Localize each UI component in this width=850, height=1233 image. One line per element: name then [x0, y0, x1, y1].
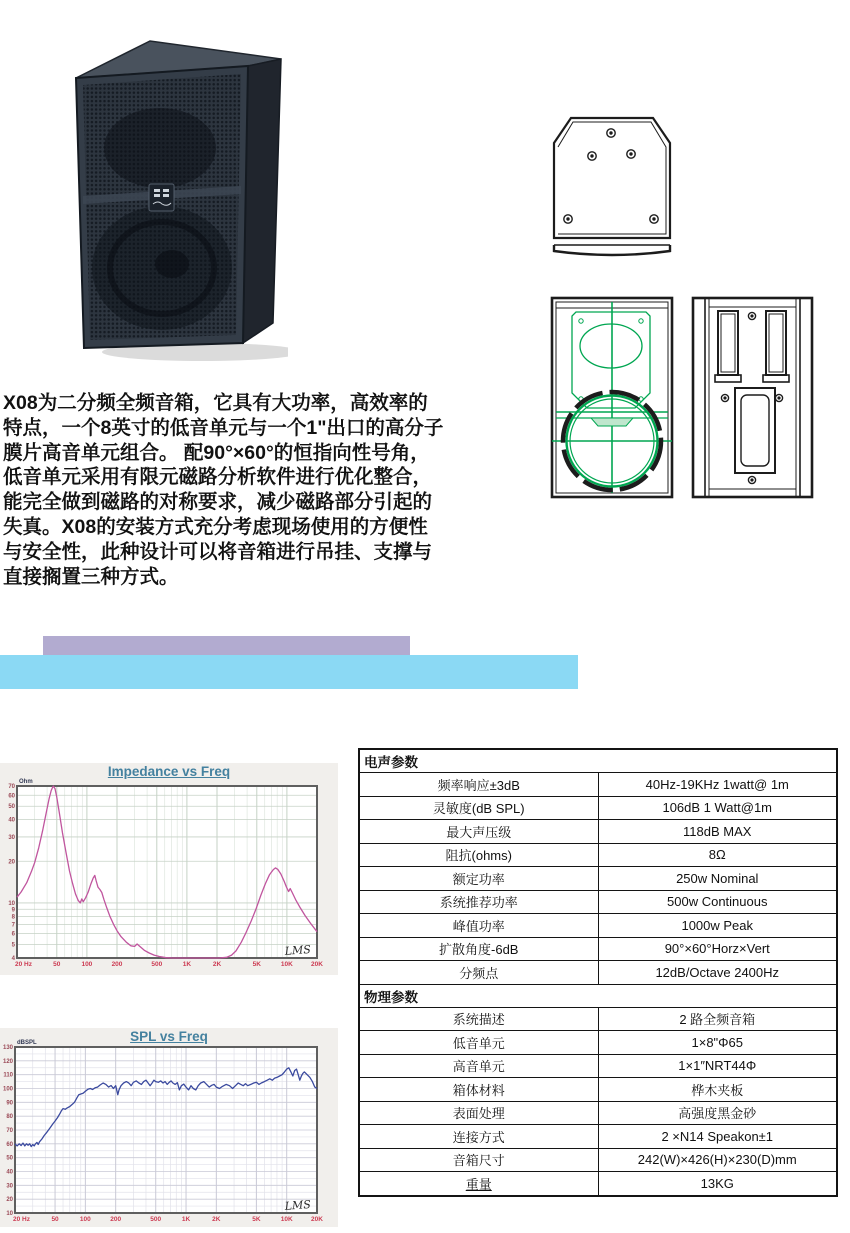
- spec-value: 106dB 1 Watt@1m: [598, 796, 837, 820]
- drawing-front-view: [552, 298, 672, 497]
- y-tick-label: 130: [2, 1045, 13, 1051]
- y-unit-label: Ohm: [19, 779, 33, 785]
- technical-drawings: [539, 110, 850, 530]
- y-tick-label: 40: [6, 1169, 13, 1176]
- spec-label: 箱体材料: [359, 1078, 598, 1102]
- table-section-header: 电声参数: [359, 749, 837, 773]
- x-tick-label: 10K: [280, 961, 293, 968]
- spec-label: 峰值功率: [359, 914, 598, 938]
- impedance-chart: [0, 763, 338, 975]
- drawing-rear-view: [693, 298, 812, 497]
- table-row: [359, 1078, 837, 1102]
- x-tick-label: 500: [151, 961, 163, 968]
- table-row: [359, 1054, 837, 1078]
- x-tick-label: 200: [110, 1216, 122, 1223]
- table-section-row: [359, 984, 837, 1007]
- spec-label: 系统推荐功率: [359, 890, 598, 914]
- y-tick-label: 30: [6, 1183, 13, 1190]
- table-row: [359, 937, 837, 961]
- spec-value: 1000w Peak: [598, 914, 837, 938]
- spec-label: 扩散角度-6dB: [359, 937, 598, 961]
- decor-bar-purple: [43, 636, 410, 655]
- table-row: [359, 773, 837, 797]
- y-tick-label: 110: [3, 1072, 13, 1079]
- spec-label: 音箱尺寸: [359, 1148, 598, 1172]
- table-row: [359, 1031, 837, 1055]
- x-tick-label: 2K: [212, 961, 222, 968]
- spec-value: 2 路全频音箱: [598, 1007, 837, 1031]
- spec-value: 118dB MAX: [598, 820, 837, 844]
- x-tick-label: 10K: [280, 1216, 293, 1223]
- impedance-chart-panel: [0, 763, 338, 975]
- spec-value: 1×1″NRT44Φ: [598, 1054, 837, 1078]
- table-section-row: [359, 749, 837, 773]
- decor-bar-blue: [0, 655, 578, 689]
- spec-label: 频率响应±3dB: [359, 773, 598, 797]
- y-tick-label: 70: [8, 784, 15, 790]
- x-tick-label: 5K: [252, 1216, 261, 1223]
- spec-value: 1×8"Φ65: [598, 1031, 837, 1055]
- x-tick-label: 1K: [181, 1216, 191, 1223]
- spec-value: 90°×60°Horz×Vert: [598, 937, 837, 961]
- spec-value: 2 ×N14 Speakon±1: [598, 1125, 837, 1149]
- table-row: [359, 1172, 837, 1196]
- impedance-chart-title: Impedance vs Freq: [107, 764, 231, 779]
- y-tick-label: 7: [11, 922, 15, 929]
- y-tick-label: 10: [6, 1211, 13, 1217]
- x-tick-label: 20 Hz: [15, 961, 32, 968]
- x-tick-label: 20K: [311, 961, 323, 968]
- x-tick-label: 200: [111, 961, 123, 968]
- table-section-header: 物理参数: [359, 984, 837, 1007]
- x-tick-label: 50: [53, 961, 61, 968]
- horn-shadow: [104, 108, 216, 188]
- y-tick-label: 30: [8, 834, 15, 841]
- brand-badge: [149, 184, 174, 211]
- x-tick-label: 500: [150, 1216, 162, 1223]
- table-row: [359, 843, 837, 867]
- table-row: [359, 820, 837, 844]
- y-tick-label: 60: [8, 793, 15, 800]
- table-row: [359, 961, 837, 985]
- y-unit-label: dBSPL: [17, 1040, 37, 1046]
- lms-watermark: LMS: [284, 943, 312, 958]
- y-tick-label: 50: [8, 804, 15, 811]
- y-tick-label: 9: [11, 907, 15, 914]
- spec-table: [358, 748, 838, 1197]
- speaker-photo: [52, 36, 288, 362]
- y-tick-label: 20: [8, 859, 15, 866]
- drawing-top-view: [554, 118, 670, 255]
- spec-label: 重量: [359, 1172, 598, 1196]
- x-tick-label: 20K: [311, 1216, 323, 1223]
- table-row: [359, 890, 837, 914]
- y-tick-label: 6: [11, 931, 15, 938]
- spec-value: 500w Continuous: [598, 890, 837, 914]
- y-tick-label: 4: [11, 956, 15, 962]
- y-tick-label: 50: [6, 1155, 13, 1162]
- lms-watermark: LMS: [284, 1198, 312, 1213]
- spec-label: 表面处理: [359, 1101, 598, 1125]
- spec-label: 高音单元: [359, 1054, 598, 1078]
- spec-label: 阻抗(ohms): [359, 843, 598, 867]
- x-tick-label: 5K: [252, 961, 261, 968]
- spec-value: 250w Nominal: [598, 867, 837, 891]
- y-tick-label: 70: [6, 1128, 13, 1134]
- y-tick-label: 40: [8, 817, 15, 824]
- x-tick-label: 50: [51, 1216, 59, 1223]
- spec-value: 12dB/Octave 2400Hz: [598, 961, 837, 985]
- spl-chart: [0, 1028, 338, 1227]
- cabinet-side-face: [243, 59, 281, 343]
- spec-value: 高强度黑金砂: [598, 1101, 837, 1125]
- table-row: [359, 796, 837, 820]
- table-row: [359, 914, 837, 938]
- spec-label: 最大声压级: [359, 820, 598, 844]
- table-row: [359, 1148, 837, 1172]
- x-tick-label: 100: [79, 1216, 91, 1223]
- y-tick-label: 120: [2, 1058, 13, 1065]
- y-tick-label: 90: [6, 1100, 13, 1107]
- spec-label: 分频点: [359, 961, 598, 985]
- y-tick-label: 60: [6, 1141, 13, 1148]
- spec-label: 系统描述: [359, 1007, 598, 1031]
- table-row: [359, 1007, 837, 1031]
- product-description: X08为二分频全频音箱，它具有大功率，高效率的特点，一个8英寸的低音单元与一个1"出口的高分子膜片高音单元组合。 配90°×60°的恒指向性号角，低音单元采用有限元磁路分析软件进行优化整合，能完全做到磁路的对称要求，减少磁路部分引起的失真。X08的安装方式充分考虑现场使用的方便性与安全性，此种设计可以将音箱进行吊挂、支撑与直接搁置三种方式。: [3, 392, 444, 588]
- spec-label: 连接方式: [359, 1125, 598, 1149]
- spec-value: 8Ω: [598, 843, 837, 867]
- dust-cap: [155, 250, 189, 278]
- spec-value: 40Hz-19KHz 1watt@ 1m: [598, 773, 837, 797]
- x-tick-label: 1K: [182, 961, 192, 968]
- spl-chart-panel: [0, 1028, 338, 1227]
- y-tick-label: 8: [11, 914, 15, 921]
- table-row: [359, 867, 837, 891]
- spec-value: 桦木夹板: [598, 1078, 837, 1102]
- y-tick-label: 20: [6, 1197, 13, 1204]
- x-tick-label: 2K: [212, 1216, 221, 1223]
- table-row: [359, 1101, 837, 1125]
- spec-label: 额定功率: [359, 867, 598, 891]
- spec-table-body: [359, 749, 837, 1196]
- y-tick-label: 80: [6, 1114, 13, 1121]
- spec-label: 低音单元: [359, 1031, 598, 1055]
- y-tick-label: 10: [8, 900, 15, 907]
- table-row: [359, 1125, 837, 1149]
- y-tick-label: 5: [11, 942, 15, 949]
- x-tick-label: 20 Hz: [13, 1216, 30, 1223]
- y-tick-label: 100: [2, 1086, 13, 1093]
- spec-label: 灵敏度(dB SPL): [359, 796, 598, 820]
- x-tick-label: 100: [81, 961, 93, 968]
- spec-value: 242(W)×426(H)×230(D)mm: [598, 1148, 837, 1172]
- spl-chart-title: SPL vs Freq: [130, 1029, 208, 1044]
- spec-value: 13KG: [598, 1172, 837, 1196]
